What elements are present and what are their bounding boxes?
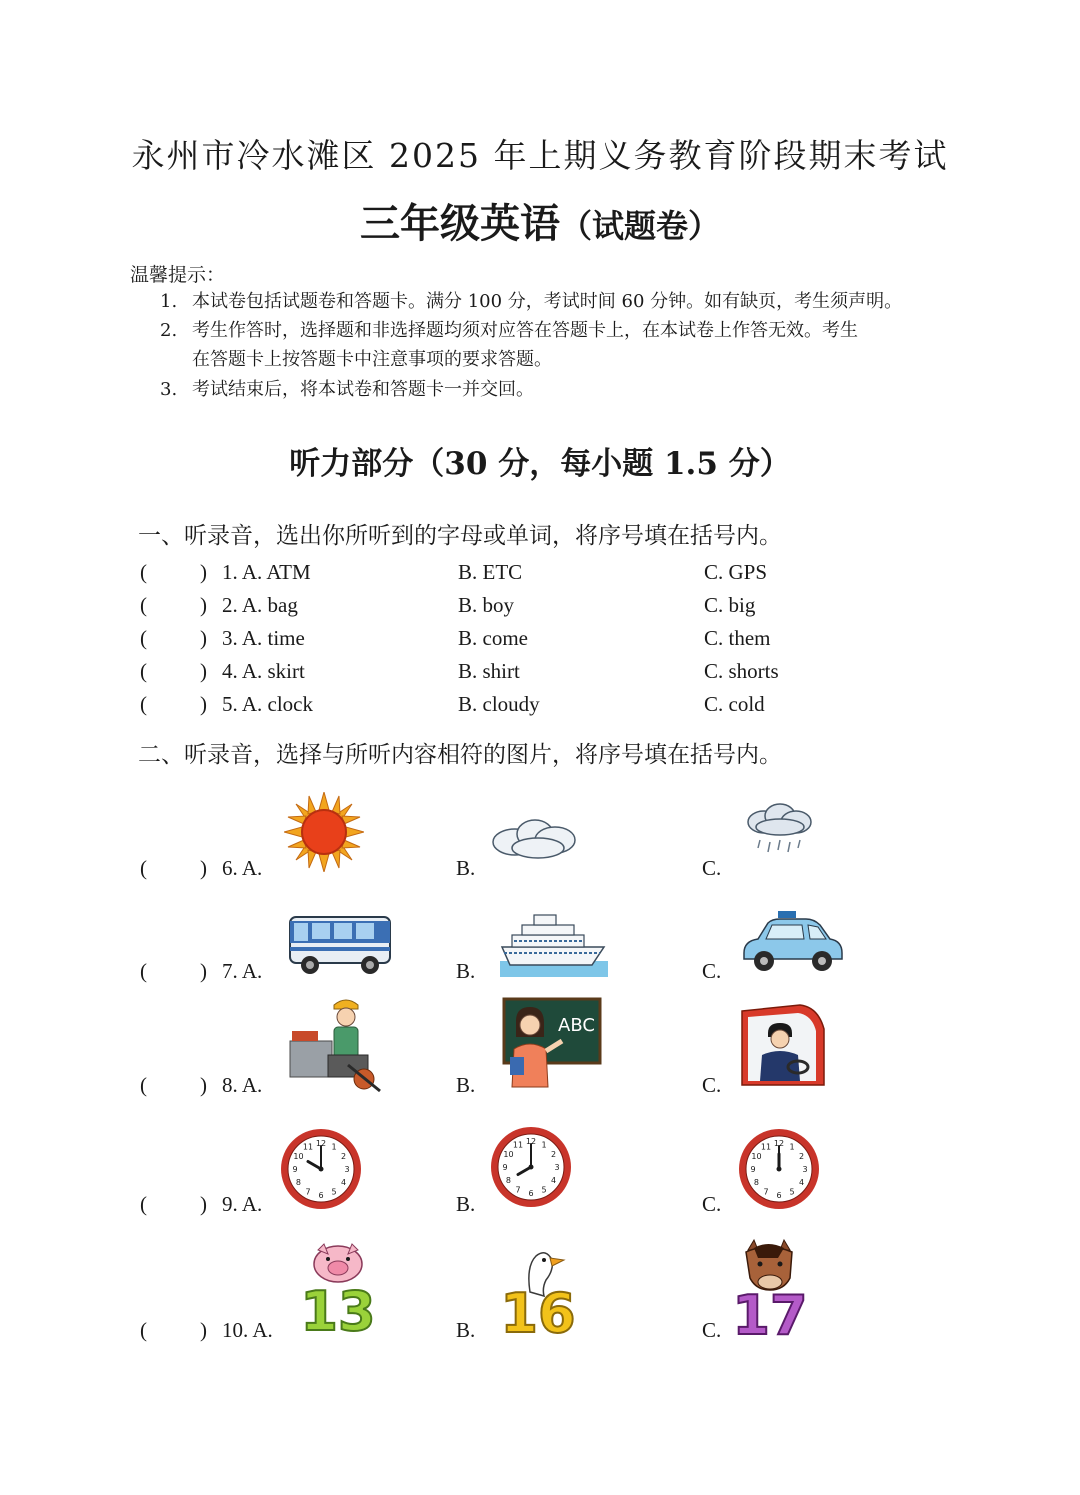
clock-numeral: 3 [802,1165,808,1174]
answer-paren-open: ( [140,959,147,983]
clock-numeral: 11 [512,1140,524,1150]
clock-numeral: 2 [340,1152,347,1161]
rain-cloud-icon [744,800,814,860]
picture-question-row [138,790,958,890]
clock-numeral: 4 [340,1178,347,1187]
answer-paren-open: ( [140,626,147,650]
clock-icon [278,1126,364,1212]
answer-paren-close: ) [200,692,207,716]
horse-17-icon [728,1238,812,1338]
section1-title: 一、听录音，选出你所听到的字母或单词，将序号填在括号内。 [138,523,782,549]
clock-numeral: 4 [550,1176,557,1185]
pig-13-icon [296,1242,380,1334]
ship-icon [500,909,608,977]
paper-type-label: （试题卷） [559,207,720,245]
clock-numeral: 4 [798,1178,805,1187]
tip-text-continued: 在答题卡上按答题卡中注意事项的要求答题。 [192,349,552,370]
clock-numeral: 7 [515,1185,521,1195]
option-a: 5. A. clock [222,692,313,716]
option-b-label: B. [456,856,476,880]
option-a-label: 9. A. [222,1192,263,1216]
section2-title: 二、听录音，选择与所听内容相符的图片，将序号填在括号内。 [138,742,782,768]
clock-numeral: 1 [541,1140,547,1150]
question-row [138,659,958,692]
option-b: B. ETC [458,560,523,584]
option-a-label: 10. A. [222,1318,273,1342]
option-c: C. shorts [704,659,779,683]
number-label: 13 [300,1280,376,1334]
option-c: C. cold [704,692,765,716]
answer-paren-open: ( [140,1073,147,1097]
picture-question-row [138,1238,958,1348]
option-b: B. shirt [458,659,520,683]
answer-paren-close: ) [200,659,207,683]
question-row [138,593,958,626]
option-a: 1. A. ATM [222,560,311,584]
picture-question-row [138,995,958,1105]
clock-numeral: 10 [751,1152,762,1161]
clock-numeral: 12 [315,1139,327,1148]
tip-number: 3. [160,379,178,400]
answer-paren-close: ) [200,1318,207,1342]
option-c-label: C. [702,856,722,880]
clock-center [319,1167,324,1172]
clock-numeral: 7 [305,1187,311,1197]
answer-paren-open: ( [140,692,147,716]
listening-part-title: 听力部分（30 分，每小题 1.5 分） [289,446,791,482]
answer-paren-open: ( [140,1192,147,1216]
cloud-icon [490,812,580,862]
answer-paren-open: ( [140,659,147,683]
option-c-label: C. [702,959,722,983]
clock-numeral: 2 [550,1150,557,1159]
option-b: B. come [458,626,528,650]
option-b: B. cloudy [458,692,540,716]
answer-paren-close: ) [200,560,207,584]
clock-numeral: 8 [295,1178,302,1187]
option-b-label: B. [456,1073,476,1097]
clock-numeral: 12 [525,1137,537,1146]
teacher-icon [502,997,602,1089]
option-c: C. big [704,593,756,617]
picture-question-row [138,1122,958,1222]
question-row [138,560,958,593]
answer-paren-close: ) [200,856,207,880]
clock-numeral: 9 [750,1165,756,1174]
tip-number: 1. [160,291,178,312]
tips-label: 温馨提示： [130,264,226,286]
option-b-label: B. [456,1318,476,1342]
tip-item-1 [160,287,960,316]
option-c: C. GPS [704,560,768,584]
clock-numeral: 12 [773,1139,785,1148]
clock-numeral: 3 [554,1163,560,1172]
clock-numeral: 8 [505,1176,512,1185]
clock-numeral: 9 [292,1165,298,1174]
clock-numeral: 2 [798,1152,805,1161]
tip-item-2 [160,316,960,374]
clock-numeral: 10 [503,1150,514,1159]
exam-title-line1: 永州市冷水滩区 2025 年上期义务教育阶段期末考试 [131,136,949,175]
exam-title-line2 [0,192,1080,249]
goose-16-icon [496,1246,582,1336]
clock-numeral: 1 [789,1142,795,1152]
option-a-label: 6. A. [222,856,263,880]
clock-numeral: 6 [318,1191,324,1200]
tip-text: 考试结束后，将本试卷和答题卡一并交回。 [192,379,534,400]
clock-numeral: 5 [789,1187,795,1197]
taxi-icon [740,911,846,973]
clock-numeral: 5 [331,1187,337,1197]
answer-paren-close: ) [200,1073,207,1097]
worker-icon [288,995,386,1093]
driver-icon [740,1001,826,1089]
clock-icon [736,1126,822,1212]
option-b: B. boy [458,593,515,617]
tip-text: 考生作答时，选择题和非选择题均须对应答在答题卡上，在本试卷上作答无效。考生 [192,320,858,341]
clock-numeral: 5 [541,1185,547,1195]
picture-question-row [138,905,958,995]
clock-numeral: 3 [344,1165,350,1174]
clock-numeral: 11 [302,1142,314,1152]
answer-paren-close: ) [200,1192,207,1216]
clock-numeral: 1 [331,1142,337,1152]
answer-paren-open: ( [140,560,147,584]
clock-center [777,1167,782,1172]
option-a: 3. A. time [222,626,305,650]
clock-numeral: 10 [293,1152,304,1161]
clock-numeral: 7 [763,1187,769,1197]
clock-icon [488,1124,574,1210]
clock-center [529,1165,534,1170]
clock-numeral: 11 [760,1142,772,1152]
question-row [138,626,958,659]
option-a-label: 8. A. [222,1073,263,1097]
answer-paren-open: ( [140,593,147,617]
answer-paren-open: ( [140,856,147,880]
tip-item-3 [160,375,960,404]
number-label: 16 [500,1282,576,1336]
bus-icon [288,913,394,977]
option-c-label: C. [702,1192,722,1216]
option-c-label: C. [702,1073,722,1097]
tip-number: 2. [160,320,178,341]
clock-numeral: 6 [528,1189,534,1198]
blackboard-text: ABC [558,1015,595,1036]
option-a: 2. A. bag [222,593,298,617]
subject-title: 三年级英语 [359,201,560,247]
sun-icon [284,792,364,872]
option-b-label: B. [456,1192,476,1216]
answer-paren-close: ) [200,959,207,983]
number-label: 17 [732,1284,808,1338]
option-b-label: B. [456,959,476,983]
option-c: C. them [704,626,771,650]
answer-paren-open: ( [140,1318,147,1342]
answer-paren-close: ) [200,626,207,650]
clock-numeral: 9 [502,1163,508,1172]
tip-text: 本试卷包括试题卷和答题卡。满分 100 分，考试时间 60 分钟。如有缺页，考生须声明。 [192,291,903,312]
option-c-label: C. [702,1318,722,1342]
answer-paren-close: ) [200,593,207,617]
option-a: 4. A. skirt [222,659,305,683]
clock-numeral: 8 [753,1178,760,1187]
clock-numeral: 6 [776,1191,782,1200]
option-a-label: 7. A. [222,959,263,983]
question-row [138,692,958,725]
